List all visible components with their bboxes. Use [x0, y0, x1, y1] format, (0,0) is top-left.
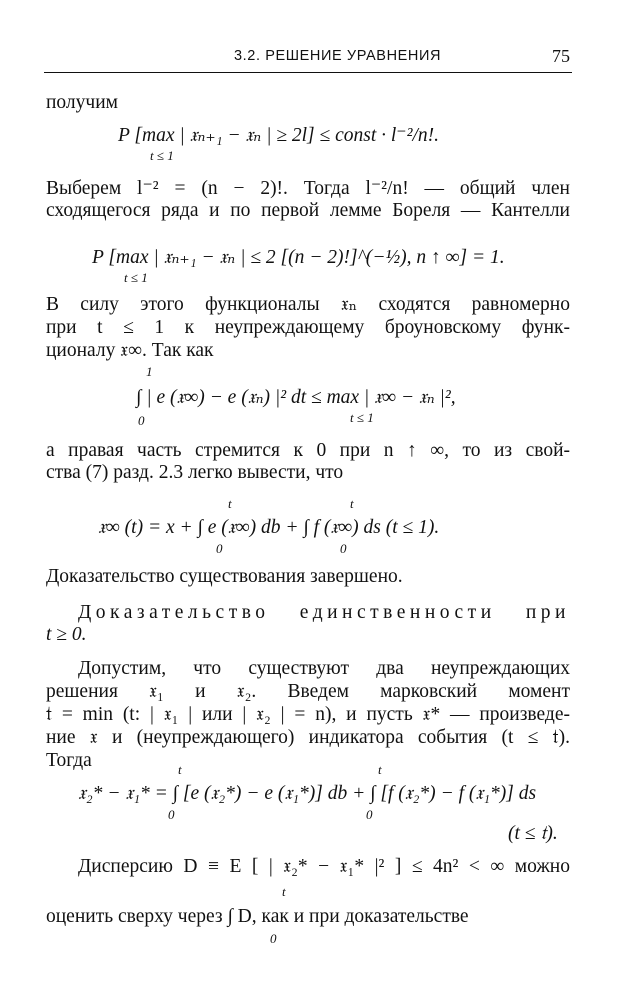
- formula-difference-of-solutions: 𝔵₂* − 𝔵₁* = ∫ [e (𝔵₂*) − e (𝔵₁*)] db + ∫ [f (𝔵₂*) − f (𝔵₁*)] ds: [78, 783, 537, 804]
- integral-lower-limit: 0: [168, 807, 175, 822]
- text-line: Выберем l⁻² = (n − 2)!. Тогда l⁻²/n! — общий член: [46, 178, 570, 199]
- integral-upper-limit: t: [350, 496, 354, 511]
- text-line: ства (7) разд. 2.3 легко вывести, что: [46, 462, 344, 483]
- text-line: Допустим, что существуют два неупреждающих: [78, 658, 570, 679]
- text-line: Доказательство существования завершено.: [46, 566, 403, 587]
- text-line: Тогда: [46, 750, 92, 771]
- text-line: ние 𝔵 и (неупреждающего) индикатора события (t ≤ 𝔱).: [46, 727, 570, 748]
- formula-solution-equation: 𝔵∞ (t) = x + ∫ e (𝔵∞) db + ∫ f (𝔵∞) ds (t ≤ 1).: [98, 517, 440, 538]
- integral-upper-limit: t: [228, 496, 232, 511]
- formula-condition: (t ≤ 𝔱).: [508, 823, 558, 844]
- page-number: 75: [552, 46, 570, 66]
- integral-upper-limit: 1: [146, 364, 153, 379]
- formula-max-subscript: t ≤ 1: [150, 148, 174, 163]
- text-line: В силу этого функционалы 𝔵ₙ сходятся равномерно: [46, 294, 570, 315]
- text-line: сходящегося ряда и по первой лемме Бореля — Кантелли: [46, 200, 570, 221]
- section-heading-uniqueness: Доказательство единственности при: [78, 602, 570, 623]
- text-line: при t ≤ 1 к неупреждающему броуновскому функ-: [46, 317, 570, 338]
- integral-lower-limit: 0: [138, 413, 145, 428]
- text-line: 𝔱 = min (t: | 𝔵₁ | или | 𝔵₂ | = n), и пусть 𝔵* — произведе-: [46, 704, 570, 725]
- formula-max-subscript: t ≤ 1: [350, 410, 374, 425]
- formula-probability-estimate: P [max | 𝔵ₙ₊₁ − 𝔵ₙ | ≥ 2l] ≤ const · l⁻²/n!.: [118, 125, 439, 146]
- integral-lower-limit: 0: [216, 541, 223, 556]
- integral-upper-limit: t: [282, 884, 286, 899]
- section-heading-uniqueness-cont: t ≥ 0.: [46, 624, 87, 645]
- text-line: Дисперсию D ≡ E [ | 𝔵₂* − 𝔵₁* |² ] ≤ 4n² < ∞ можно: [78, 856, 570, 877]
- text-line: ционалу 𝔵∞. Так как: [46, 340, 214, 361]
- integral-lower-limit: 0: [270, 931, 277, 946]
- integral-lower-limit: 0: [340, 541, 347, 556]
- text-line: получим: [46, 92, 118, 113]
- running-header: [44, 46, 572, 73]
- running-head-title: 3.2. РЕШЕНИЕ УРАВНЕНИЯ: [234, 48, 442, 64]
- formula-borel-cantelli: P [max | 𝔵ₙ₊₁ − 𝔵ₙ | ≤ 2 [(n − 2)!]^(−½), n ↑ ∞] = 1.: [92, 247, 505, 268]
- text-line: а правая часть стремится к 0 при n ↑ ∞, то из свой-: [46, 440, 570, 461]
- integral-upper-limit: t: [178, 762, 182, 777]
- text-line: решения 𝔵₁ и 𝔵₂. Введем марковский момент: [46, 681, 570, 702]
- integral-lower-limit: 0: [366, 807, 373, 822]
- integral-upper-limit: t: [378, 762, 382, 777]
- text-line: оценить сверху через ∫ D, как и при доказательстве: [46, 906, 469, 927]
- formula-max-subscript: t ≤ 1: [124, 270, 148, 285]
- formula-integral-estimate: ∫ | e (𝔵∞) − e (𝔵ₙ) |² dt ≤ max | 𝔵∞ − 𝔵ₙ |²,: [136, 387, 456, 408]
